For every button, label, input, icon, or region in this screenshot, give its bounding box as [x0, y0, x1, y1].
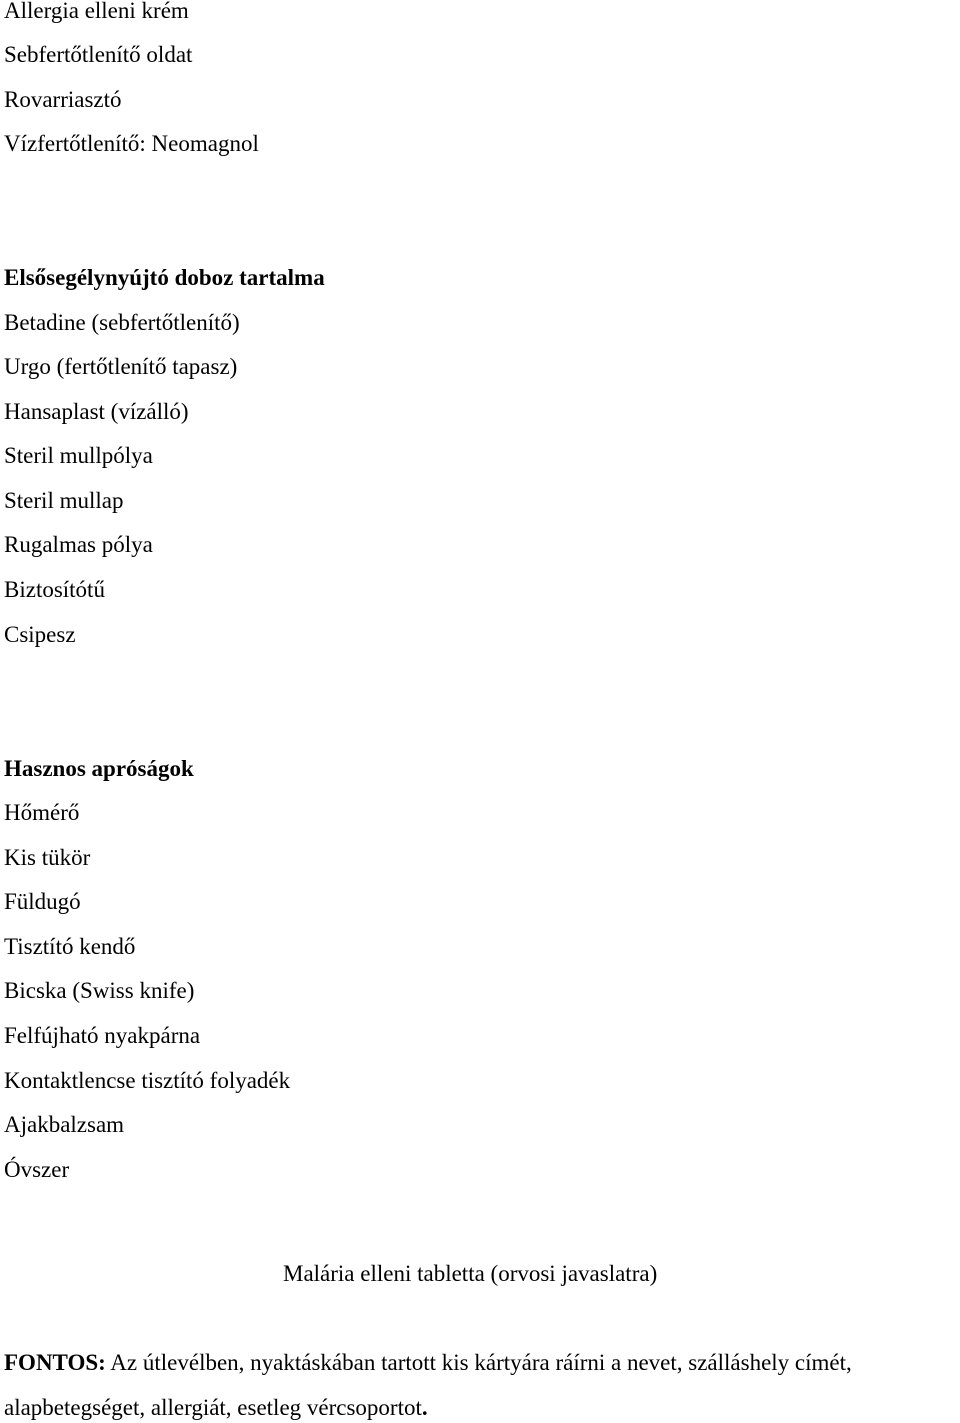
list-item: Hőmérő	[4, 800, 80, 825]
list-item: Sebfertőtlenítő oldat	[4, 42, 193, 67]
important-text-1: Az útlevélben, nyaktáskában tartott kis kártyára ráírni a nevet, szálláshely címét,	[105, 1350, 852, 1375]
list-item: Rugalmas pólya	[4, 532, 153, 557]
list-item: Tisztító kendő	[4, 934, 136, 959]
list-item: Csipesz	[4, 622, 76, 647]
list-item: Felfújható nyakpárna	[4, 1023, 201, 1048]
important-label: FONTOS:	[4, 1350, 106, 1375]
list-item: Kis tükör	[4, 845, 91, 870]
important-text-2: alapbetegséget, allergiát, esetleg vércsoportot	[4, 1395, 422, 1420]
malaria-note: Malária elleni tabletta (orvosi javaslatra)	[283, 1261, 658, 1286]
list-item: Betadine (sebfertőtlenítő)	[4, 310, 240, 335]
list-item: Allergia elleni krém	[4, 0, 189, 23]
important-note-line-1	[4, 1350, 960, 1376]
section-heading-useful: Hasznos apróságok	[4, 756, 194, 781]
list-item: Biztosítótű	[4, 577, 105, 602]
important-period: .	[421, 1395, 428, 1420]
important-note-line-2	[4, 1395, 960, 1421]
list-item: Bicska (Swiss knife)	[4, 978, 195, 1003]
list-item: Rovarriasztó	[4, 87, 122, 112]
list-item: Steril mullap	[4, 488, 124, 513]
list-item: Vízfertőtlenítő: Neomagnol	[4, 131, 259, 156]
list-item: Steril mullpólya	[4, 443, 153, 468]
section-heading-first-aid: Elsősegélynyújtó doboz tartalma	[4, 265, 325, 290]
list-item: Ajakbalzsam	[4, 1112, 125, 1137]
list-item: Füldugó	[4, 889, 81, 914]
list-item: Óvszer	[4, 1157, 70, 1182]
list-item: Urgo (fertőtlenítő tapasz)	[4, 354, 238, 379]
list-item: Hansaplast (vízálló)	[4, 399, 189, 424]
list-item: Kontaktlencse tisztító folyadék	[4, 1068, 291, 1093]
